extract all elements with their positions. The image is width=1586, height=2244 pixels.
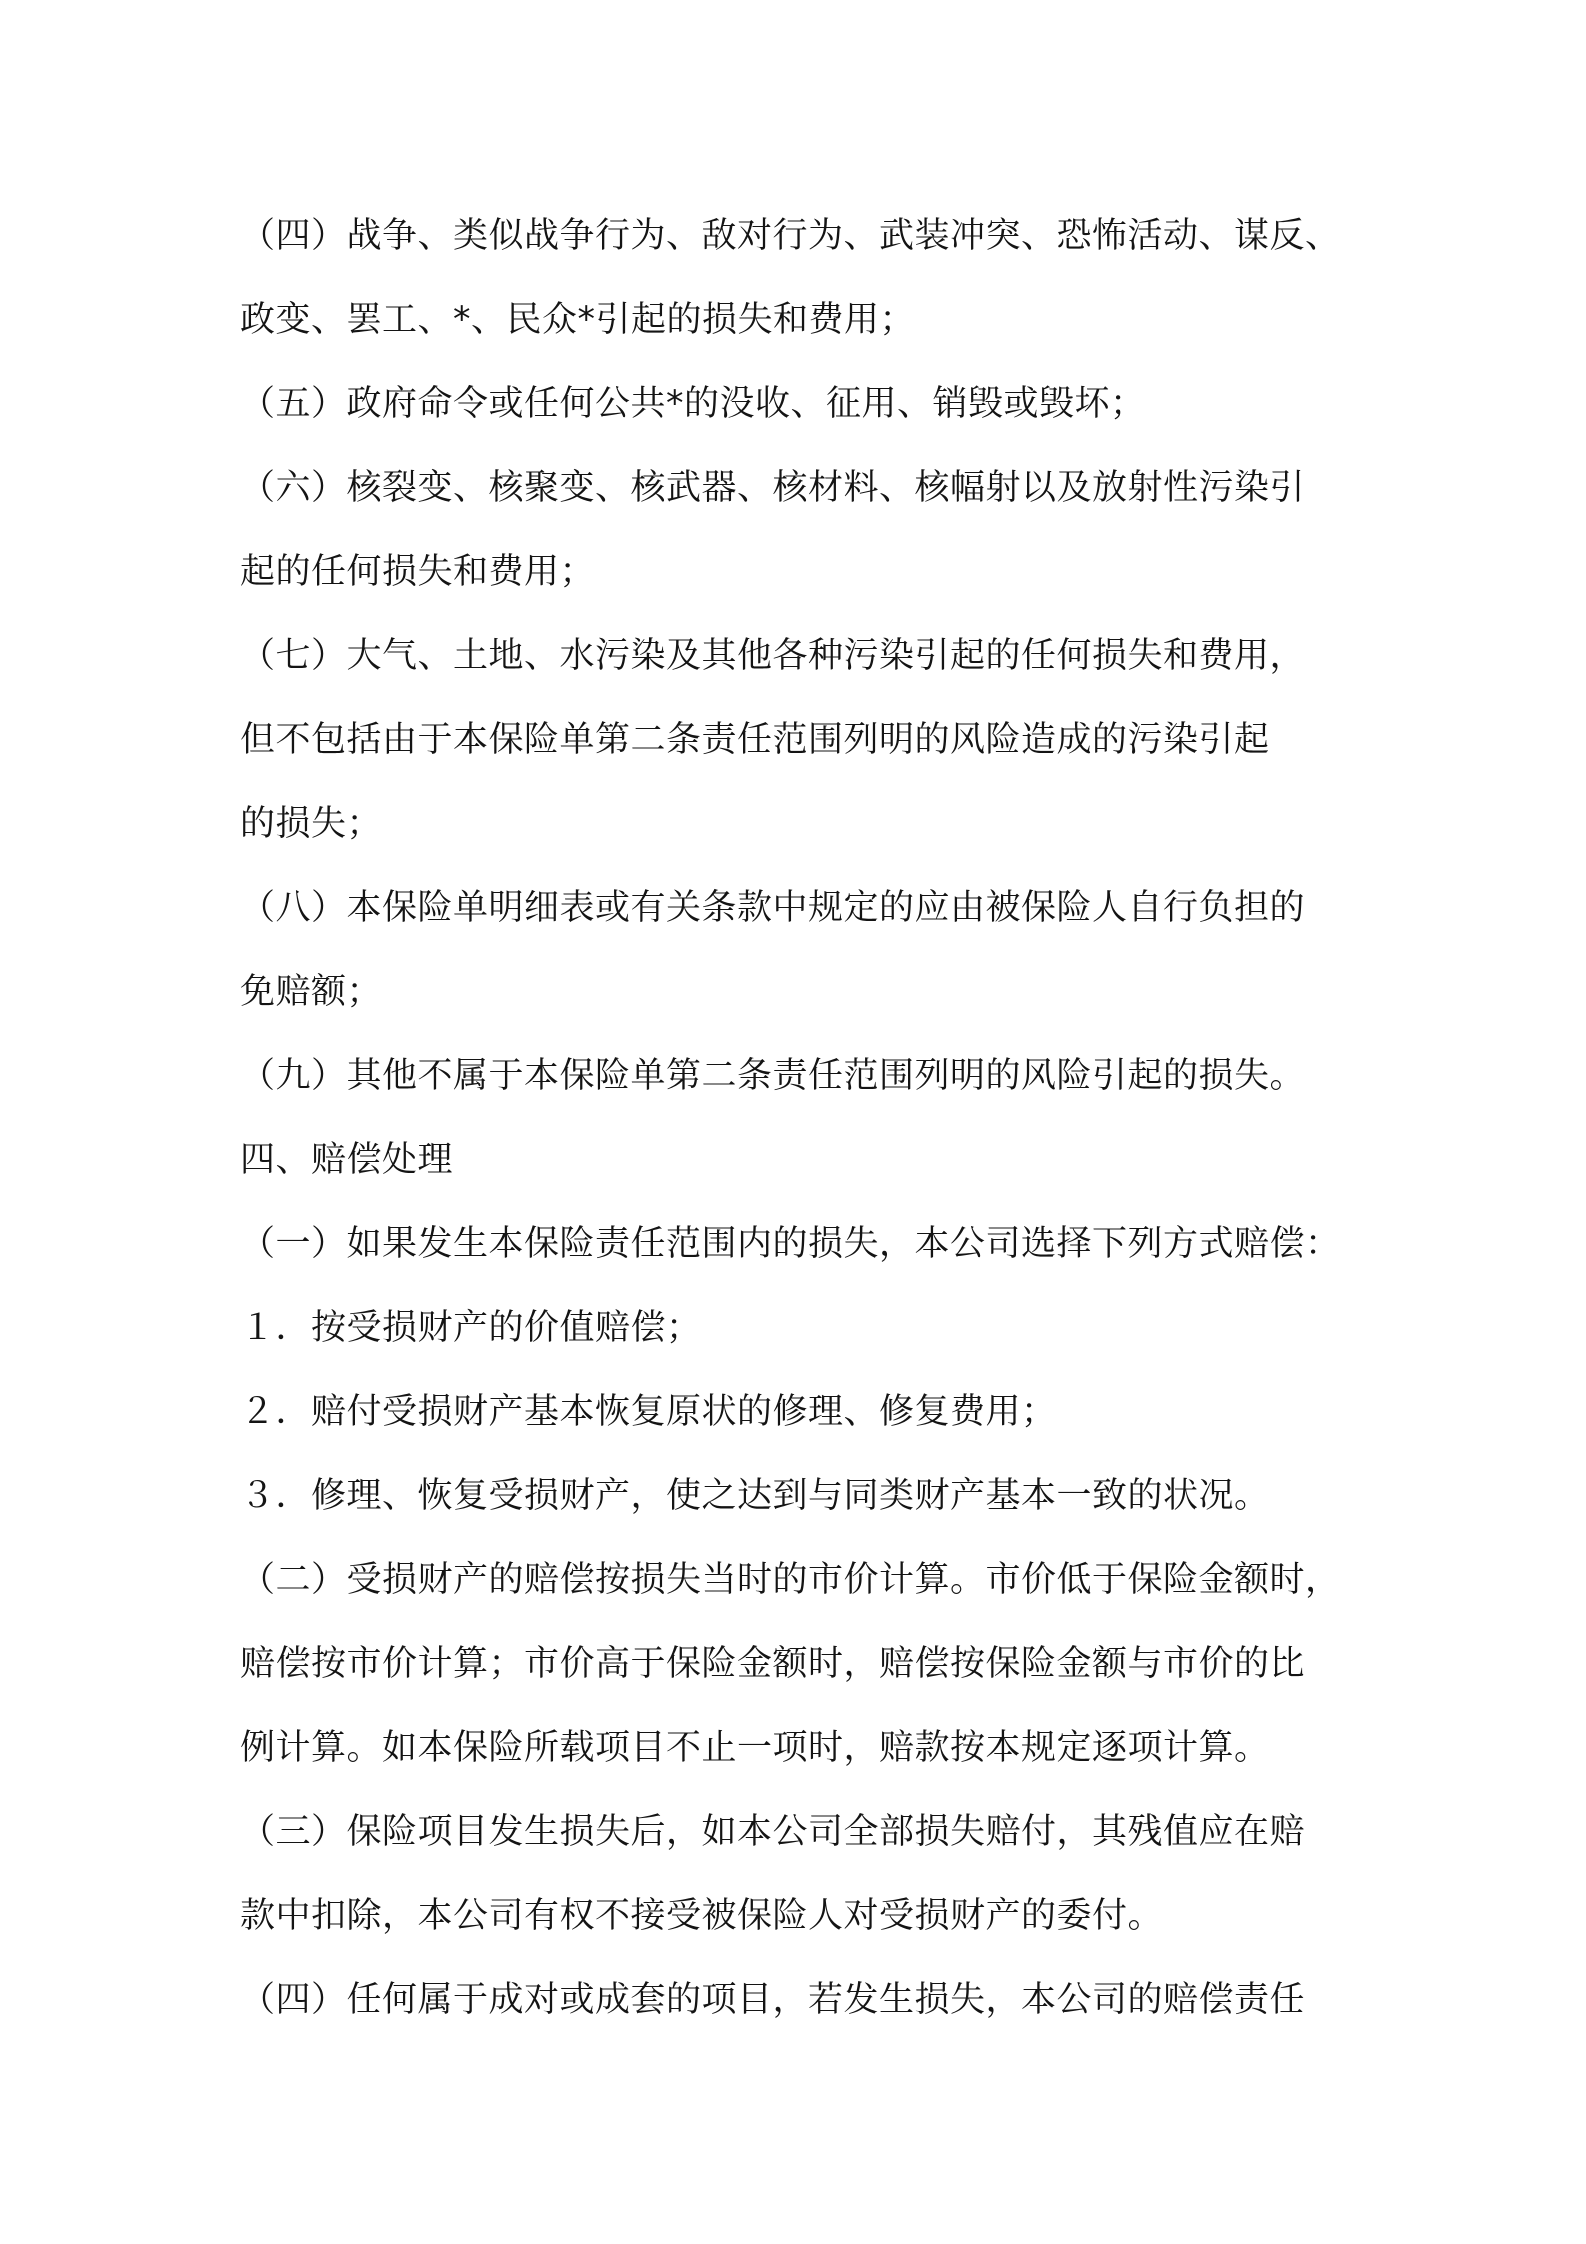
- text-line: 但不包括由于本保险单第二条责任范围列明的风险造成的污染引起: [240, 720, 1270, 760]
- text-line: （九）其他不属于本保险单第二条责任范围列明的风险引起的损失。: [240, 1056, 1306, 1096]
- document-body: [240, 194, 1360, 2042]
- text-line: （八）本保险单明细表或有关条款中规定的应由被保险人自行负担的: [240, 888, 1306, 928]
- text-line: 款中扣除，本公司有权不接受被保险人对受损财产的委付。: [240, 1896, 1164, 1936]
- text-line: ３．修理、恢复受损财产，使之达到与同类财产基本一致的状况。: [240, 1476, 1270, 1516]
- section-heading: 四、赔偿处理: [240, 1140, 454, 1180]
- text-line: （三）保险项目发生损失后，如本公司全部损失赔付，其残值应在赔: [240, 1812, 1306, 1852]
- text-line: （四）战争、类似战争行为、敌对行为、武装冲突、恐怖活动、谋反、: [240, 216, 1341, 256]
- text-line: （五）政府命令或任何公共*的没收、征用、销毁或毁坏；: [240, 384, 1146, 424]
- text-line: 政变、罢工、*、民众*引起的损失和费用；: [240, 300, 916, 340]
- text-line: ２．赔付受损财产基本恢复原状的修理、修复费用；: [240, 1392, 1057, 1432]
- text-line: （一）如果发生本保险责任范围内的损失，本公司选择下列方式赔偿：: [240, 1224, 1341, 1264]
- text-line: 赔偿按市价计算；市价高于保险金额时，赔偿按保险金额与市价的比: [240, 1644, 1306, 1684]
- text-line: 起的任何损失和费用；: [240, 552, 596, 592]
- text-line: （二）受损财产的赔偿按损失当时的市价计算。市价低于保险金额时，: [240, 1560, 1341, 1600]
- text-line: 例计算。如本保险所载项目不止一项时，赔款按本规定逐项计算。: [240, 1728, 1270, 1768]
- text-line: １．按受损财产的价值赔偿；: [240, 1308, 702, 1348]
- text-line: （四）任何属于成对或成套的项目，若发生损失，本公司的赔偿责任: [240, 1980, 1306, 2020]
- text-line: 的损失；: [240, 804, 383, 844]
- text-line: （六）核裂变、核聚变、核武器、核材料、核幅射以及放射性污染引: [240, 468, 1306, 508]
- text-line: （七）大气、土地、水污染及其他各种污染引起的任何损失和费用，: [240, 636, 1306, 676]
- text-line: 免赔额；: [240, 972, 383, 1012]
